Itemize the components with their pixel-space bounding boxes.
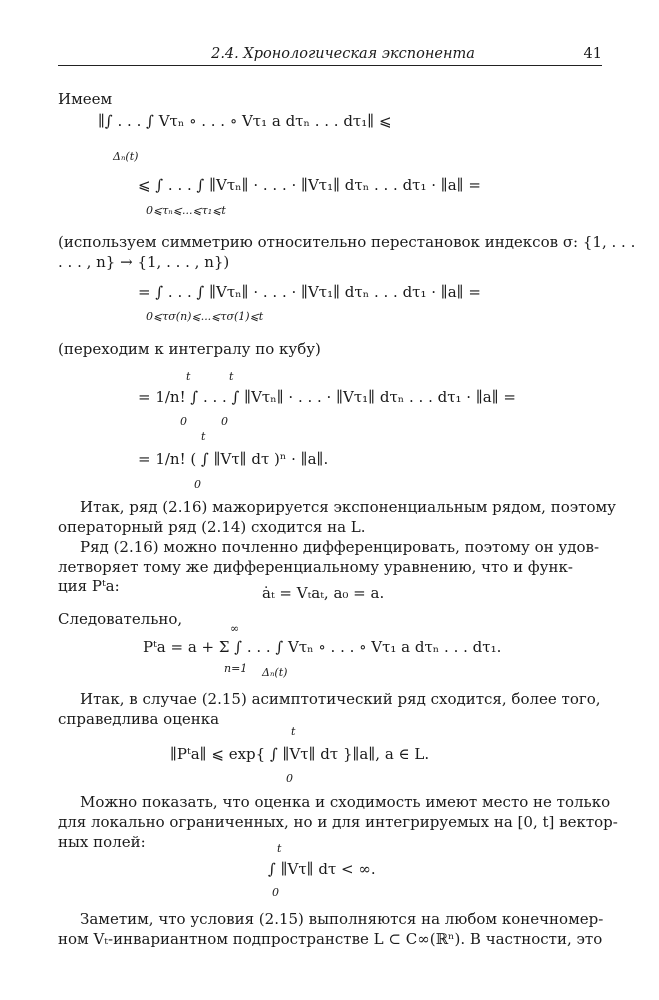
paragraph-diff-1: Ряд (2.16) можно почленно дифференцировать, поэтому он удов- <box>80 538 600 556</box>
equation-1b <box>138 176 481 196</box>
equation-integrable-lower-limit: 0 <box>272 886 279 899</box>
equation-series-text: Pᵗa = a + Σ ∫ . . . ∫ Vτₙ ∘ . . . ∘ Vτ₁ a dτₙ . . . dτ₁. <box>143 638 502 656</box>
paragraph-note-1: Заметим, что условия (2.15) выполняются на любом конечномер- <box>80 910 604 928</box>
equation-series-upper-limit: ∞ <box>230 622 240 635</box>
equation-2 <box>138 283 481 303</box>
equation-series-lower-limit: n=1 <box>224 662 248 675</box>
equation-ode <box>262 584 384 604</box>
equation-3a-lower-limit-2: 0 <box>221 415 228 428</box>
paragraph-symmetry-2: . . . , n} → {1, . . . , n}) <box>58 253 230 271</box>
equation-1a-limit: Δₙ(t) <box>113 150 139 163</box>
paragraph-intro: Имеем <box>58 90 113 108</box>
equation-estimate-lower-limit: 0 <box>286 772 293 785</box>
equation-3a-upper-limit-2: t <box>229 370 234 383</box>
running-head-title: 2.4. Хронологическая экспонента <box>211 46 475 62</box>
equation-integrable-text: ∫ ∥Vτ∥ dτ < ∞. <box>268 860 376 878</box>
equation-2-limit: 0⩽τσ(n)⩽...⩽τσ(1)⩽t <box>146 310 264 323</box>
equation-estimate <box>170 745 429 765</box>
equation-series-integral-limit: Δₙ(t) <box>262 666 288 679</box>
paragraph-majorized-1: Итак, ряд (2.16) мажорируется экспоненциальным рядом, поэтому <box>80 498 616 516</box>
equation-series <box>143 638 501 658</box>
paragraph-show-3: ных полей: <box>58 833 146 851</box>
equation-integrable-upper-limit: t <box>277 842 282 855</box>
equation-3a-upper-limit-1: t <box>186 370 191 383</box>
equation-1a-text: ∥∫ . . . ∫ Vτₙ ∘ . . . ∘ Vτ₁ a dτₙ . . . dτ₁∥ ⩽ <box>98 112 392 130</box>
equation-3a <box>138 388 516 408</box>
equation-1b-text: ⩽ ∫ . . . ∫ ∥Vτₙ∥ · . . . · ∥Vτ₁∥ dτₙ . . . dτ₁ · ∥a∥ = <box>138 176 481 194</box>
equation-3b-text: = 1/n! ( ∫ ∥Vτ∥ dτ )ⁿ · ∥a∥. <box>138 450 329 468</box>
paragraph-show-1: Можно показать, что оценка и сходимость имеют место не только <box>80 793 611 811</box>
equation-3b-lower-limit: 0 <box>194 478 201 491</box>
equation-1a <box>98 112 392 132</box>
equation-3a-lower-limit-1: 0 <box>180 415 187 428</box>
paragraph-converges-1: Итак, в случае (2.15) асимптотический ряд сходится, более того, <box>80 690 601 708</box>
paragraph-diff-2: летворяет тому же дифференциальному уравнению, что и функ- <box>58 558 573 576</box>
paragraph-show-2: для локально ограниченных, но и для интегрируемых на [0, t] вектор- <box>58 813 618 831</box>
paragraph-note-2: ном Vₜ-инвариантном подпространстве L ⊂ C∞(ℝⁿ). В частности, это <box>58 930 603 948</box>
paragraph-diff-3: ция Pᵗa: <box>58 577 120 595</box>
paragraph-cube: (переходим к интегралу по кубу) <box>58 340 321 358</box>
page-number: 41 <box>583 46 602 62</box>
equation-estimate-text: ∥Pᵗa∥ ⩽ exp{ ∫ ∥Vτ∥ dτ }∥a∥, a ∈ L. <box>170 745 430 763</box>
paragraph-symmetry-1: (используем симметрию относительно перестановок индексов σ: {1, . . . <box>58 233 636 251</box>
running-header <box>58 45 602 66</box>
equation-1b-limit: 0⩽τₙ⩽...⩽τ₁⩽t <box>146 204 226 217</box>
paragraph-majorized-2: операторный ряд (2.14) сходится на L. <box>58 518 366 536</box>
equation-integrable <box>268 860 376 880</box>
equation-estimate-upper-limit: t <box>291 725 296 738</box>
paragraph-consequently: Следовательно, <box>58 610 183 628</box>
equation-2-text: = ∫ . . . ∫ ∥Vτₙ∥ · . . . · ∥Vτ₁∥ dτₙ . . . dτ₁ · ∥a∥ = <box>138 283 481 301</box>
equation-3b <box>138 450 328 470</box>
paragraph-converges-2: справедлива оценка <box>58 710 220 728</box>
equation-3b-upper-limit: t <box>201 430 206 443</box>
equation-3a-text: = 1/n! ∫ . . . ∫ ∥Vτₙ∥ · . . . · ∥Vτ₁∥ dτₙ . . . dτ₁ · ∥a∥ = <box>138 388 516 406</box>
equation-ode-text: ȧₜ = Vₜaₜ, a₀ = a. <box>262 584 385 602</box>
